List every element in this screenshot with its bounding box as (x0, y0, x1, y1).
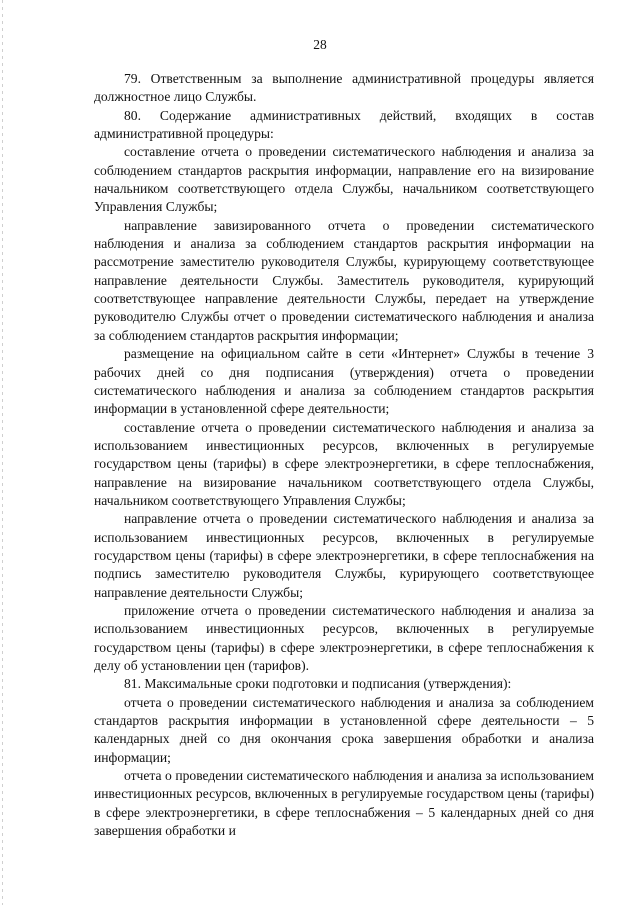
page-number: 28 (313, 37, 327, 52)
list-item: направление завизированного отчета о проведении систематического наблюдения и анализа за соблюдением стандартов раскрытия информации на рассмотрение заместителю руководителя Службы, курирующему соответствующее направление деятельности Службы. Заместитель руководителя, курирующий соответствующее направление деятельности Службы, передает на утверждение руководителю Службы отчет о проведении систематического наблюдения и анализа за соблюдением стандартов раскрытия информации; (94, 217, 594, 343)
document-body (94, 70, 594, 840)
list-item: составление отчета о проведении систематического наблюдения и анализа за использованием инвестиционных ресурсов, включенных в регулируемые государством цены (тарифы) в сфере электроэнергетики, в сфере теплоснабжения, направление на визирование начальником соответствующего отдела Службы, начальником соответствующего Управления Службы; (94, 419, 594, 508)
list-item: составление отчета о проведении систематического наблюдения и анализа за соблюдением стандартов раскрытия информации, направление его на визирование начальником соответствующего отдела Службы, начальником соответствующего Управления Службы; (94, 144, 594, 215)
list-item: отчета о проведении систематического наблюдения и анализа за соблюдением стандартов раскрытия информации в установленной сфере деятельности – 5 календарных дней со дня окончания срока завершения обработки и анализа информации; (94, 694, 594, 765)
list-item: направление отчета о проведении систематического наблюдения и анализа за использованием инвестиционных ресурсов, включенных в регулируемые государством цены (тарифы) в сфере электроэнергетики, в сфере теплоснабжения на подпись заместителю руководителя Службы, курирующего соответствующее направление деятельности Службы; (94, 511, 594, 600)
list-item: отчета о проведении систематического наблюдения и анализа за использованием инвестиционных ресурсов, включенных в регулируемые государством цены (тарифы) в сфере электроэнергетики, в сфере теплоснабжения – 5 календарных дней со дня завершения обработки и (94, 768, 594, 839)
list-item: размещение на официальном сайте в сети «Интернет» Службы в течение 3 рабочих дней со дня подписания (утверждения) отчета о проведении систематического наблюдения и анализа за соблюдением стандартов раскрытия информации в установленной сфере деятельности; (94, 346, 594, 417)
scan-edge-artifact (2, 0, 3, 905)
paragraph-81: 81. Максимальные сроки подготовки и подписания (утверждения): (124, 676, 512, 692)
paragraph-79: 79. Ответственным за выполнение административной процедуры является должностное лицо Службы. (94, 71, 594, 105)
list-item: приложение отчета о проведении систематического наблюдения и анализа за использованием инвестиционных ресурсов, включенных в регулируемые государством цены (тарифы) в сфере электроэнергетики, в сфере теплоснабжения к делу об установлении цен (тарифов). (94, 602, 594, 673)
paragraph-80: 80. Содержание административных действий, входящих в состав административной процедуры: (94, 107, 594, 142)
